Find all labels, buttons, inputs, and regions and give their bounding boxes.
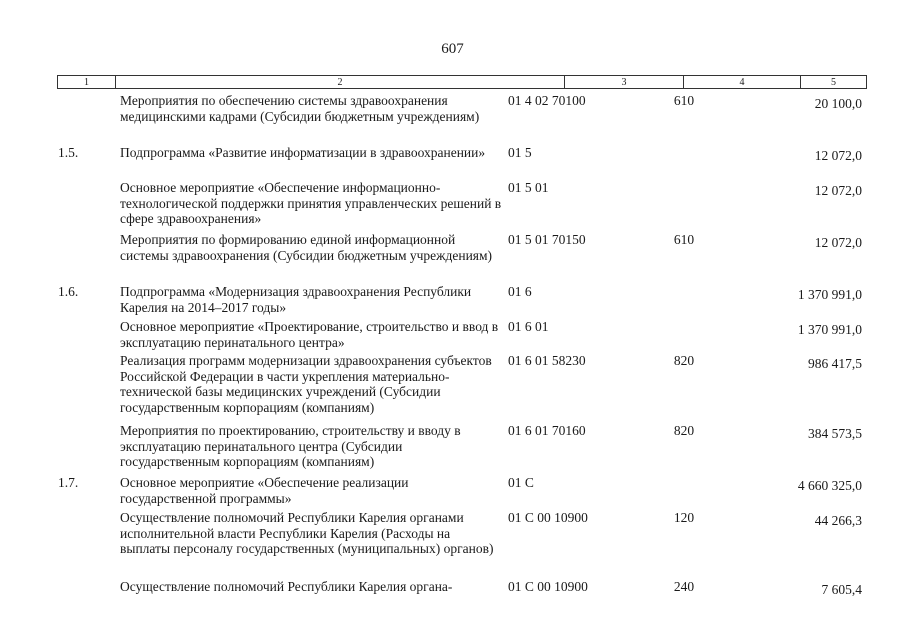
row-expense-type: 820: [673, 423, 695, 438]
row-code: 01 С 00 10900: [508, 510, 588, 525]
table-header: [57, 75, 867, 89]
row-name: Основное мероприятие «Проектирование, строительство и ввод в эксплуатацию перинатального центра»: [120, 319, 499, 350]
row-sum: 1 370 991,0: [797, 322, 862, 337]
row-code: 01 5 01 70150: [508, 232, 586, 247]
row-expense-type: 610: [673, 93, 695, 108]
row-code: 01 6 01: [508, 319, 549, 334]
row-name: Основное мероприятие «Обеспечение реализации государственной программы»: [120, 475, 409, 506]
row-number: 1.6.: [58, 284, 79, 299]
row-number: 1.5.: [58, 145, 79, 160]
row-sum: 12 072,0: [814, 183, 862, 198]
header-col-3: 3: [565, 76, 684, 88]
row-sum: 384 573,5: [808, 426, 862, 441]
row-code: 01 6 01 58230: [508, 353, 586, 368]
row-code: 01 С 00 10900: [508, 579, 588, 594]
header-col-5: 5: [831, 77, 836, 88]
row-expense-type: 120: [673, 510, 695, 525]
row-code: 01 6 01 70160: [508, 423, 586, 438]
row-sum: 4 660 325,0: [797, 478, 862, 493]
header-col-1: 1: [58, 76, 116, 88]
row-sum: 1 370 991,0: [797, 287, 862, 302]
row-name: Подпрограмма «Развитие информатизации в здравоохранении»: [120, 145, 486, 160]
row-expense-type: 820: [673, 353, 695, 368]
row-name: Мероприятия по формированию единой информационной системы здравоохранения (Субсидии бюджетным учреждениям): [120, 232, 493, 263]
row-sum: 7 605,4: [821, 582, 862, 597]
row-sum: 44 266,3: [814, 513, 862, 528]
row-name: Осуществление полномочий Республики Карелия органами исполнительной власти Республики Карелия (Расходы на выплаты персоналу государственных (муниципальных) органов): [120, 510, 494, 557]
row-code: 01 5: [508, 145, 532, 160]
row-number: 1.7.: [58, 475, 79, 490]
row-sum: 20 100,0: [814, 96, 862, 111]
row-code: 01 6: [508, 284, 532, 299]
row-name: Мероприятия по обеспечению системы здравоохранения медицинскими кадрами (Субсидии бюджетным учреждениям): [120, 93, 480, 124]
row-code: 01 5 01: [508, 180, 549, 195]
row-code: 01 С: [508, 475, 534, 490]
row-expense-type: 610: [673, 232, 695, 247]
row-name: Мероприятия по проектированию, строительству и вводу в эксплуатацию перинатального центра (Субсидии государственным корпорациям (компаниям): [120, 423, 461, 470]
row-expense-type: 240: [673, 579, 695, 594]
row-sum: 12 072,0: [814, 235, 862, 250]
header-col-2: 2: [116, 76, 565, 88]
header-col-4: 4: [684, 76, 801, 88]
row-name: Реализация программ модернизации здравоохранения субъектов Российской Федерации в части укрепления материально-технической базы медицинских учреждений (Субсидии государственным корпорациям (компаниям): [120, 353, 492, 415]
page-number: 607: [441, 41, 464, 57]
row-name: Основное мероприятие «Обеспечение информационно-технологической поддержки принятия управленческих решений в сфере здравоохранения»: [120, 180, 502, 227]
row-name: Подпрограмма «Модернизация здравоохранения Республики Карелия на 2014–2017 годы»: [120, 284, 472, 315]
row-sum: 12 072,0: [814, 148, 862, 163]
row-code: 01 4 02 70100: [508, 93, 586, 108]
row-sum: 986 417,5: [808, 356, 862, 371]
row-name: Осуществление полномочий Республики Карелия органа-: [120, 579, 453, 594]
